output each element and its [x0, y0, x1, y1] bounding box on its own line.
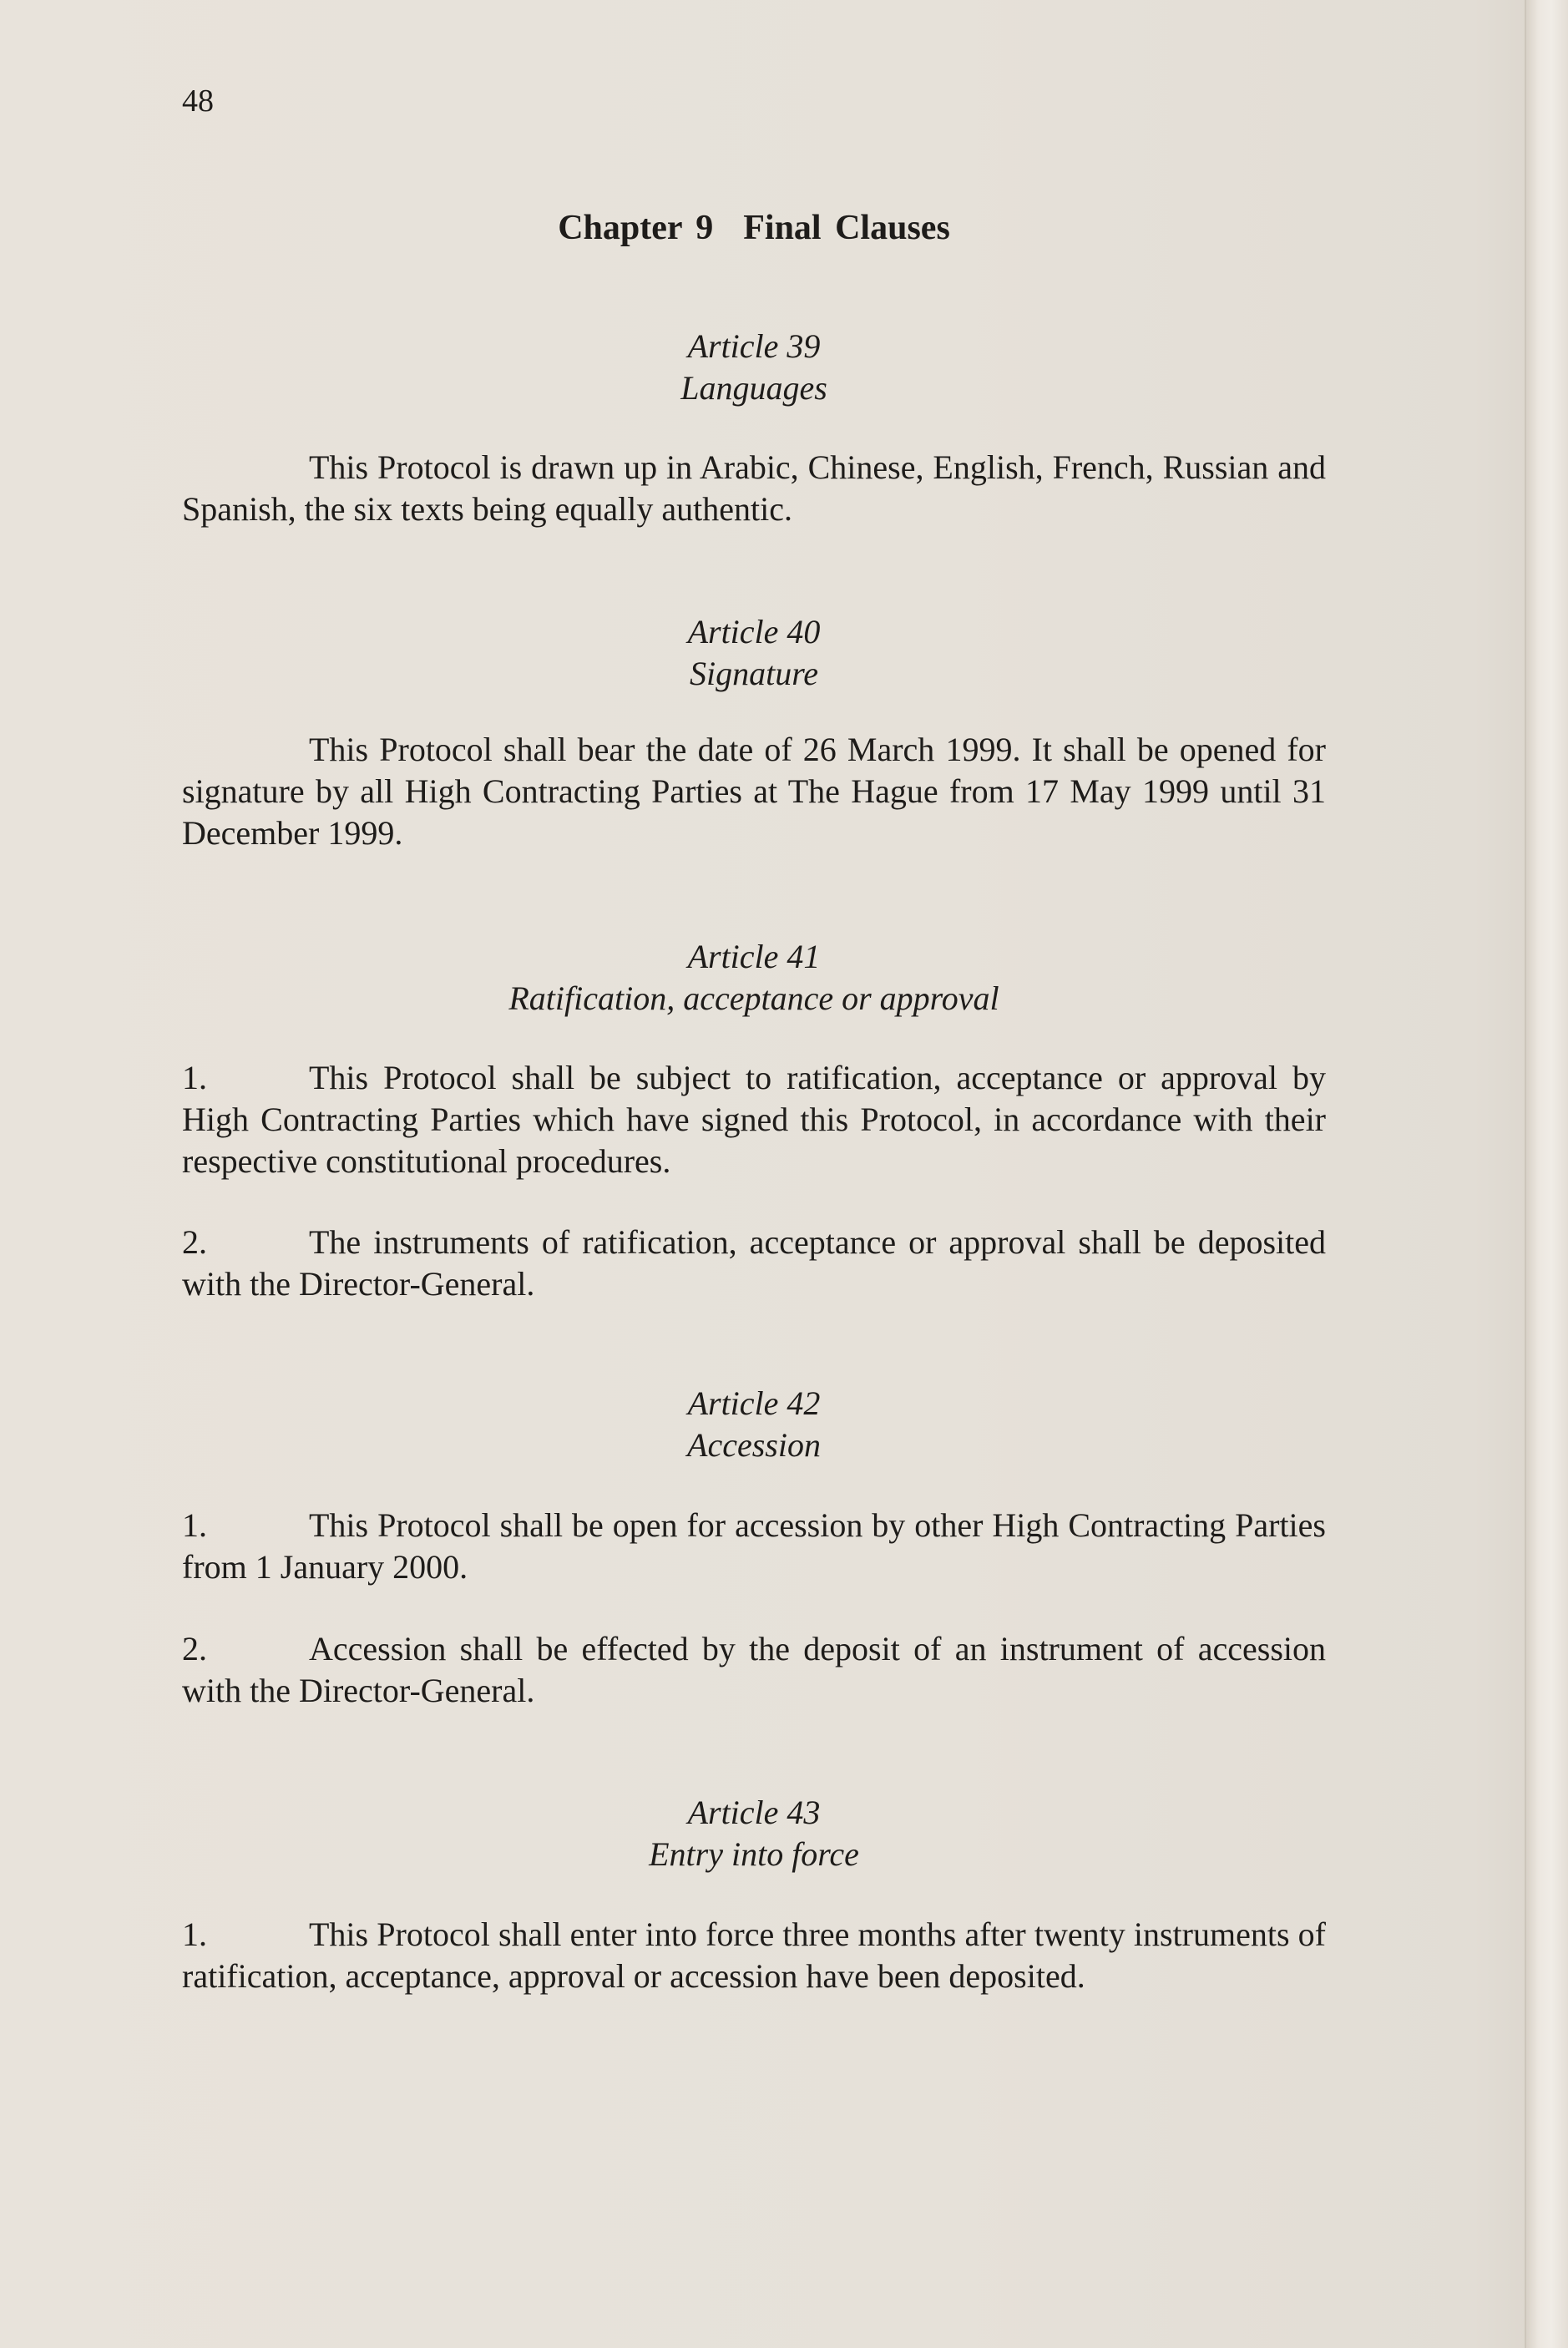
- article-number: Article 42: [687, 1384, 821, 1422]
- chapter-title: [182, 207, 1326, 249]
- article-title: Ratification, acceptance or approval: [508, 979, 999, 1017]
- article-title: Signature: [689, 655, 819, 692]
- article-41-paragraph-1: [182, 1057, 1326, 1182]
- article-title: Accession: [687, 1426, 821, 1464]
- article-40-heading: [182, 611, 1326, 695]
- article-40-paragraph: This Protocol shall bear the date of 26 March 1999. It shall be opened for signature by all High Contracting Parties at The Hague from 17 May 1999 until 31 December 1999.: [182, 731, 1326, 852]
- paragraph-text: Accession shall be effected by the deposit of an instrument of accession with the Director-General.: [182, 1630, 1326, 1709]
- article-43-heading: [182, 1792, 1326, 1875]
- paragraph-text: This Protocol shall enter into force three months after twenty instruments of ratification, acceptance, approval or accession have been deposited.: [182, 1915, 1326, 1995]
- article-43-paragraph-1: [182, 1914, 1326, 1997]
- paragraph-number: 2.: [182, 1223, 207, 1261]
- paragraph-number: 1.: [182, 1059, 207, 1096]
- paragraph-number: 1.: [182, 1915, 207, 1953]
- paragraph-text: This Protocol shall be subject to ratification, acceptance or approval by High Contracting Parties which have signed this Protocol, in accordance with their respective constitutional procedures.: [182, 1059, 1326, 1180]
- article-number: Article 43: [687, 1794, 821, 1831]
- article-number: Article 40: [687, 613, 821, 650]
- page-number: 48: [182, 83, 214, 119]
- chapter-name: Final Clauses: [743, 209, 950, 247]
- article-42-paragraph-2: [182, 1628, 1326, 1712]
- page-gutter: [1526, 0, 1568, 2348]
- article-41-paragraph-2: [182, 1222, 1326, 1305]
- article-42-paragraph-1: [182, 1505, 1326, 1588]
- paragraph-number: 1.: [182, 1506, 207, 1544]
- paragraph-number: 2.: [182, 1630, 207, 1667]
- article-title: Languages: [680, 369, 827, 407]
- article-41-heading: [182, 936, 1326, 1020]
- article-title: Entry into force: [649, 1835, 859, 1873]
- paragraph-text: This Protocol shall be open for accession by other High Contracting Parties from 1 January 2000.: [182, 1506, 1326, 1586]
- article-39-heading: [182, 326, 1326, 409]
- paragraph-text: The instruments of ratification, acceptance or approval shall be deposited with the Director-General.: [182, 1223, 1326, 1303]
- article-number: Article 41: [687, 938, 821, 975]
- article-42-heading: [182, 1383, 1326, 1466]
- chapter-number: Chapter 9: [558, 209, 714, 247]
- article-39-paragraph: This Protocol is drawn up in Arabic, Chinese, English, French, Russian and Spanish, the six texts being equally authentic.: [182, 448, 1326, 528]
- article-number: Article 39: [687, 327, 821, 365]
